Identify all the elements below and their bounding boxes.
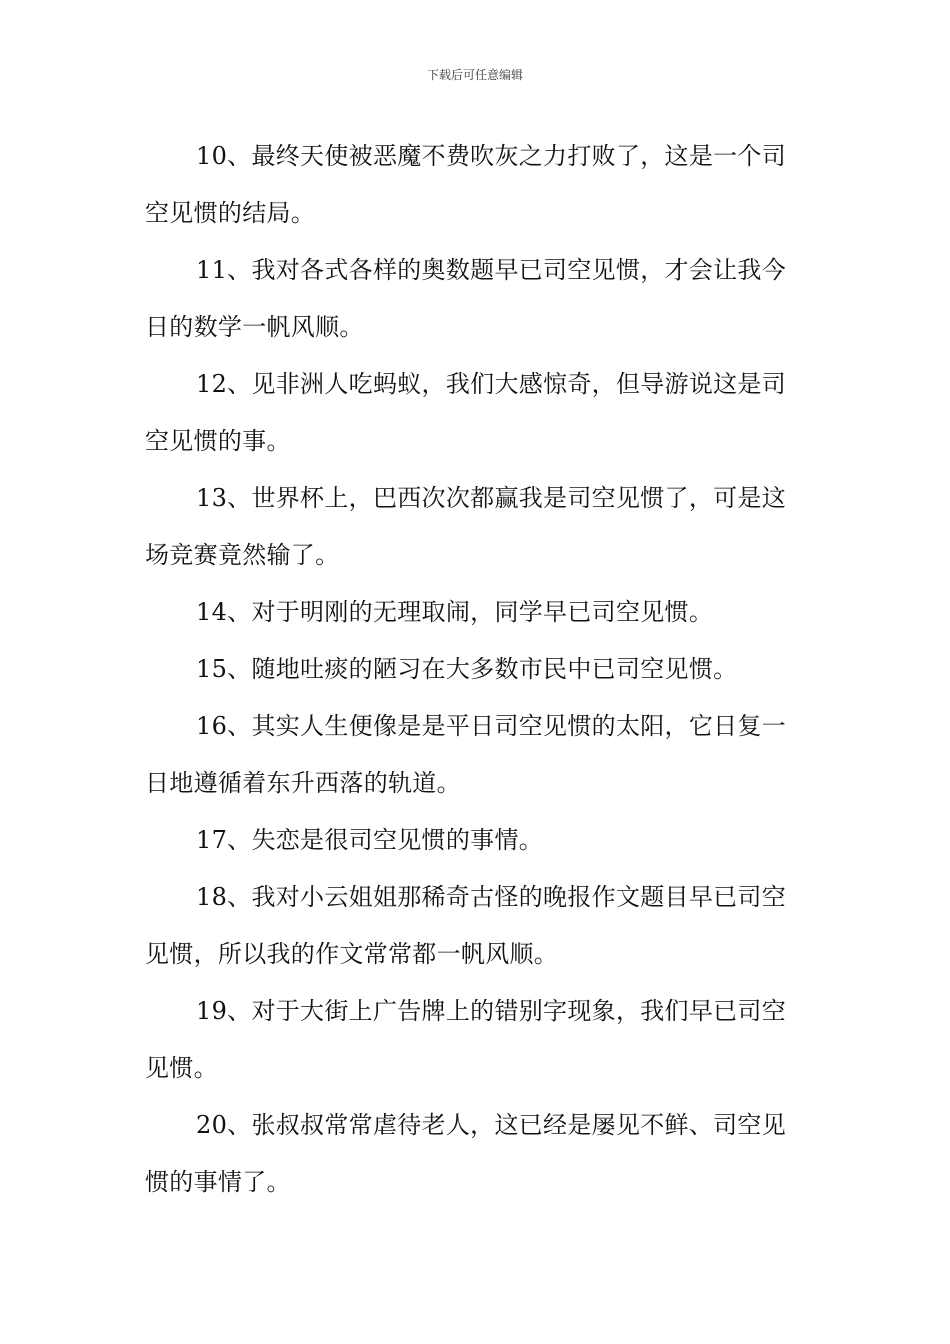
sentence-paragraph-15: 15、随地吐痰的陋习在大多数市民中已司空见惯。 (196, 655, 738, 683)
page-header-note: 下载后可任意编辑 (426, 68, 523, 82)
sentence-paragraph-14: 14、对于明刚的无理取闹，同学早已司空见惯。 (196, 598, 714, 626)
sentence-paragraph-17: 17、失恋是很司空见惯的事情。 (196, 826, 544, 854)
document-body (145, 128, 809, 1211)
sentence-paragraph-12: 12、见非洲人吃蚂蚁，我们大感惊奇，但导游说这是司空见惯的事。 (145, 370, 787, 455)
sentence-paragraph-16: 16、其实人生便像是是平日司空见惯的太阳，它日复一日地遵循着东升西落的轨道。 (145, 712, 787, 797)
sentence-paragraph-20: 20、张叔叔常常虐待老人，这已经是屡见不鲜、司空见惯的事情了。 (145, 1111, 787, 1196)
sentence-paragraph-11: 11、我对各式各样的奥数题早已司空见惯，才会让我今日的数学一帆风顺。 (145, 256, 787, 341)
sentence-paragraph-10: 10、最终天使被恶魔不费吹灰之力打败了，这是一个司空见惯的结局。 (145, 142, 787, 227)
sentence-paragraph-18: 18、我对小云姐姐那稀奇古怪的晚报作文题目早已司空见惯，所以我的作文常常都一帆风顺。 (145, 883, 787, 968)
sentence-paragraph-19: 19、对于大街上广告牌上的错别字现象，我们早已司空见惯。 (145, 997, 787, 1082)
sentence-paragraph-13: 13、世界杯上，巴西次次都赢我是司空见惯了，可是这场竞赛竟然输了。 (145, 484, 787, 569)
